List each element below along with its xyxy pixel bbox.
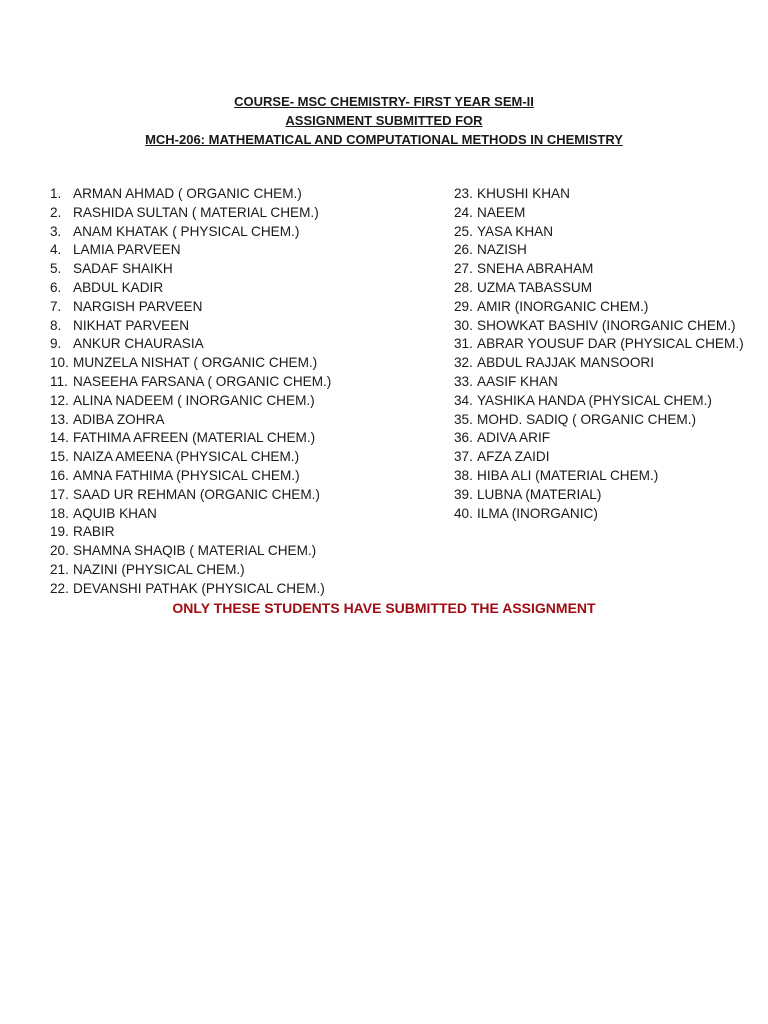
student-name: AMNA FATHIMA (PHYSICAL CHEM.) [73, 467, 300, 483]
student-number: 20. [50, 543, 69, 559]
student-number: 26. [454, 242, 473, 258]
student-number: 24. [454, 204, 473, 220]
student-name: ADIVA ARIF [477, 430, 551, 446]
student-list-item [50, 354, 380, 373]
student-list-item [454, 335, 744, 354]
student-name: NAEEM [477, 204, 526, 220]
student-name: NIKHAT PARVEEN [73, 317, 190, 333]
student-number: 29. [454, 298, 473, 314]
student-number: 32. [454, 355, 473, 371]
student-list-item [50, 317, 380, 336]
student-number: 7. [50, 298, 62, 314]
student-list-item [50, 223, 380, 242]
student-list-item [454, 467, 744, 486]
student-number: 14. [50, 430, 69, 446]
student-list-item [454, 298, 744, 317]
student-list-item [50, 260, 380, 279]
student-name: ALINA NADEEM ( INORGANIC CHEM.) [73, 392, 315, 408]
student-name: DEVANSHI PATHAK (PHYSICAL CHEM.) [73, 580, 325, 596]
student-name: YASHIKA HANDA (PHYSICAL CHEM.) [477, 392, 712, 408]
student-name: SHAMNA SHAQIB ( MATERIAL CHEM.) [73, 543, 317, 559]
student-number: 33. [454, 373, 473, 389]
student-number: 21. [50, 561, 69, 577]
student-name: UZMA TABASSUM [477, 279, 593, 295]
student-name: AASIF KHAN [477, 373, 558, 389]
student-number: 38. [454, 467, 473, 483]
student-list-item [50, 580, 380, 599]
student-list-item [50, 448, 380, 467]
student-list-item [454, 429, 744, 448]
course-title: COURSE- MSC CHEMISTRY- FIRST YEAR SEM-II [234, 94, 534, 109]
student-number: 1. [50, 186, 62, 201]
student-name: ABDUL KADIR [73, 279, 164, 295]
student-name: ADIBA ZOHRA [73, 411, 165, 427]
student-name: SADAF SHAIKH [73, 261, 173, 277]
student-name: NAZISH [477, 242, 527, 258]
student-list-item [50, 392, 380, 411]
student-name: SAAD UR REHMAN (ORGANIC CHEM.) [73, 486, 320, 502]
submission-notice: ONLY THESE STUDENTS HAVE SUBMITTED THE ASSIGNMENT [172, 600, 596, 616]
student-number: 18. [50, 505, 69, 521]
student-number: 16. [50, 467, 69, 483]
student-number: 34. [454, 392, 473, 408]
student-name: MOHD. SADIQ ( ORGANIC CHEM.) [477, 411, 697, 427]
student-list-item [50, 241, 380, 260]
student-list-item [454, 279, 744, 298]
student-list-item [50, 429, 380, 448]
student-list-item [50, 467, 380, 486]
student-list-item [50, 542, 380, 561]
student-name: HIBA ALI (MATERIAL CHEM.) [477, 467, 659, 483]
document-header [0, 92, 768, 149]
assignment-subtitle: ASSIGNMENT SUBMITTED FOR [285, 113, 483, 128]
student-list-item [454, 411, 744, 430]
student-name: ABDUL RAJJAK MANSOORI [477, 355, 655, 371]
student-number: 27. [454, 261, 473, 277]
student-list-item [50, 335, 380, 354]
student-name: AQUIB KHAN [73, 505, 157, 521]
student-number: 8. [50, 317, 62, 333]
student-name: FATHIMA AFREEN (MATERIAL CHEM.) [73, 430, 316, 446]
student-number: 37. [454, 449, 473, 465]
student-number: 36. [454, 430, 473, 446]
student-number: 17. [50, 486, 69, 502]
student-number: 5. [50, 261, 62, 277]
student-number: 22. [50, 580, 69, 596]
student-name: RASHIDA SULTAN ( MATERIAL CHEM.) [73, 204, 319, 220]
student-number: 11. [50, 373, 68, 389]
student-name: ARMAN AHMAD ( ORGANIC CHEM.) [73, 186, 302, 201]
student-name: LAMIA PARVEEN [73, 242, 181, 258]
student-list-item [454, 204, 744, 223]
student-list-item [454, 373, 744, 392]
student-name: MUNZELA NISHAT ( ORGANIC CHEM.) [73, 355, 318, 371]
student-list-item [454, 317, 744, 336]
student-list-item [454, 185, 744, 204]
student-number: 19. [50, 524, 69, 540]
student-name: NASEEHA FARSANA ( ORGANIC CHEM.) [73, 373, 332, 389]
student-list-left [50, 185, 380, 599]
student-name: AFZA ZAIDI [477, 449, 550, 465]
student-list-item [454, 448, 744, 467]
student-name: NARGISH PARVEEN [73, 298, 203, 314]
student-name: ILMA (INORGANIC) [477, 505, 598, 521]
student-number: 6. [50, 279, 62, 295]
student-name: AMIR (INORGANIC CHEM.) [477, 298, 649, 314]
student-list-item [454, 241, 744, 260]
student-list-item [50, 486, 380, 505]
student-name: RABIR [73, 524, 115, 540]
student-name: NAIZA AMEENA (PHYSICAL CHEM.) [73, 449, 300, 465]
student-list-item [50, 561, 380, 580]
student-number: 10. [50, 355, 69, 371]
student-name: SNEHA ABRAHAM [477, 261, 594, 277]
student-name: ANKUR CHAURASIA [73, 336, 204, 352]
student-number: 40. [454, 505, 473, 521]
student-list-item [50, 373, 380, 392]
student-list-item [50, 279, 380, 298]
student-name: ANAM KHATAK ( PHYSICAL CHEM.) [73, 223, 300, 239]
student-number: 23. [454, 186, 473, 201]
student-number: 15. [50, 449, 69, 465]
student-list-item [50, 523, 380, 542]
student-name: NAZINI (PHYSICAL CHEM.) [73, 561, 245, 577]
student-list-item [454, 486, 744, 505]
student-list-item [454, 354, 744, 373]
student-list-item [454, 260, 744, 279]
student-list-item [50, 298, 380, 317]
student-name: SHOWKAT BASHIV (INORGANIC CHEM.) [477, 317, 736, 333]
student-name: ABRAR YOUSUF DAR (PHYSICAL CHEM.) [477, 336, 744, 352]
subject-title: MCH-206: MATHEMATICAL AND COMPUTATIONAL METHODS IN CHEMISTRY [145, 132, 623, 147]
student-list-item [50, 411, 380, 430]
student-number: 3. [50, 223, 62, 239]
student-name: KHUSHI KHAN [477, 186, 570, 201]
student-name: YASA KHAN [477, 223, 554, 239]
student-list-item [50, 505, 380, 524]
student-list-item [50, 204, 380, 223]
student-number: 4. [50, 242, 62, 258]
student-name: LUBNA (MATERIAL) [477, 486, 602, 502]
student-number: 2. [50, 204, 62, 220]
student-list-right [454, 185, 744, 523]
student-list-item [454, 392, 744, 411]
student-list-item [50, 185, 380, 204]
student-list-item [454, 223, 744, 242]
student-number: 12. [50, 392, 69, 408]
student-number: 39. [454, 486, 473, 502]
student-number: 13. [50, 411, 69, 427]
student-list-item [454, 505, 744, 524]
student-number: 35. [454, 411, 473, 427]
student-number: 9. [50, 336, 62, 352]
student-number: 25. [454, 223, 473, 239]
student-number: 31. [454, 336, 473, 352]
student-number: 28. [454, 279, 473, 295]
student-number: 30. [454, 317, 473, 333]
